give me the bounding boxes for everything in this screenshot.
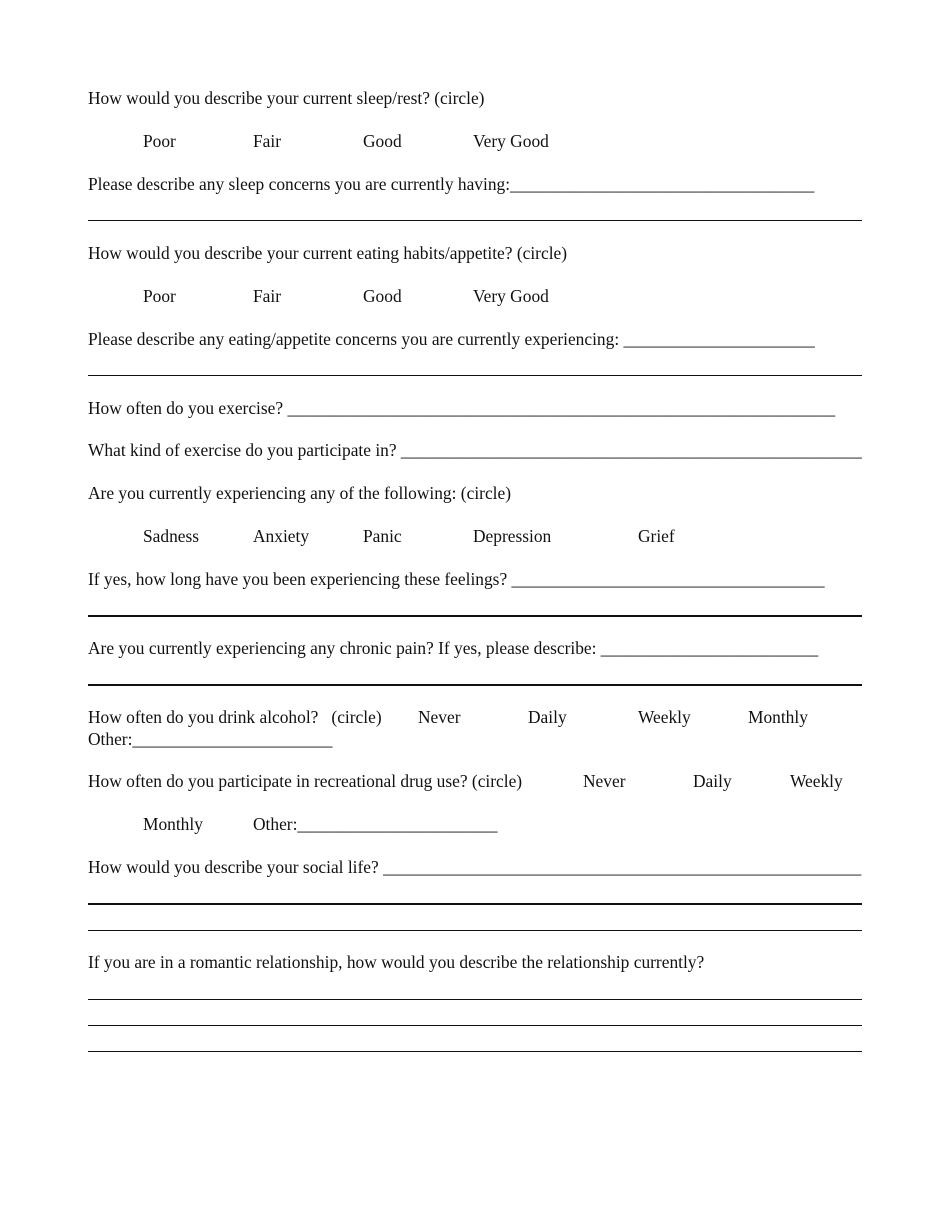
relationship-question: If you are in a romantic relationship, how would you describe the relationship currently? <box>88 952 705 972</box>
eating-option-good[interactable]: Good <box>363 286 402 306</box>
alcohol-option-monthly[interactable]: Monthly <box>748 707 808 727</box>
drug-use-option-monthly[interactable]: Monthly <box>143 814 203 834</box>
eating-option-fair[interactable]: Fair <box>253 286 282 306</box>
eating-concerns-line[interactable] <box>88 375 862 376</box>
sleep-option-very-good[interactable]: Very Good <box>473 131 549 151</box>
drug-use-option-never[interactable]: Never <box>583 771 626 791</box>
alcohol-option-weekly[interactable]: Weekly <box>638 707 691 727</box>
relationship-line-2[interactable] <box>88 1025 862 1026</box>
eating-option-very-good[interactable]: Very Good <box>473 286 549 306</box>
eating-concerns-field[interactable]: Please describe any eating/appetite concerns you are currently experiencing: ______________________ <box>88 329 815 349</box>
drug-use-other-field[interactable]: Other:_______________________ <box>253 814 498 834</box>
alcohol-other-field[interactable]: Other:_______________________ <box>88 729 333 749</box>
social-life-line-1[interactable] <box>88 903 862 905</box>
sleep-option-good[interactable]: Good <box>363 131 402 151</box>
chronic-pain-line[interactable] <box>88 684 862 686</box>
drug-use-question: How often do you participate in recreational drug use? (circle) <box>88 771 523 791</box>
eating-option-poor[interactable]: Poor <box>143 286 176 306</box>
feelings-option-depression[interactable]: Depression <box>473 526 552 546</box>
drug-use-option-weekly[interactable]: Weekly <box>790 771 843 791</box>
feelings-option-grief[interactable]: Grief <box>638 526 675 546</box>
alcohol-question: How often do you drink alcohol? (circle) <box>88 707 382 727</box>
feelings-duration-line[interactable] <box>88 615 862 617</box>
sleep-option-poor[interactable]: Poor <box>143 131 176 151</box>
relationship-line-1[interactable] <box>88 999 862 1000</box>
relationship-line-3[interactable] <box>88 1051 862 1052</box>
feelings-duration-field[interactable]: If yes, how long have you been experiencing these feelings? ____________________________________ <box>88 569 825 589</box>
social-life-field[interactable]: How would you describe your social life? _______________________________________________________ <box>88 857 862 877</box>
sleep-question: How would you describe your current sleep/rest? (circle) <box>88 88 485 108</box>
feelings-question: Are you currently experiencing any of the following: (circle) <box>88 483 512 503</box>
sleep-option-fair[interactable]: Fair <box>253 131 282 151</box>
feelings-option-sadness[interactable]: Sadness <box>143 526 200 546</box>
alcohol-option-daily[interactable]: Daily <box>528 707 567 727</box>
feelings-option-anxiety[interactable]: Anxiety <box>253 526 310 546</box>
eating-question: How would you describe your current eating habits/appetite? (circle) <box>88 243 568 263</box>
drug-use-option-daily[interactable]: Daily <box>693 771 732 791</box>
exercise-frequency-field[interactable]: How often do you exercise? _______________________________________________________________ <box>88 398 836 418</box>
alcohol-option-never[interactable]: Never <box>418 707 461 727</box>
sleep-concerns-field[interactable]: Please describe any sleep concerns you are currently having:___________________________________ <box>88 174 815 194</box>
exercise-kind-field[interactable]: What kind of exercise do you participate in? _____________________________________________________ <box>88 440 862 460</box>
chronic-pain-field[interactable]: Are you currently experiencing any chronic pain? If yes, please describe: _________________________ <box>88 638 819 658</box>
social-life-line-2[interactable] <box>88 930 862 931</box>
sleep-concerns-line[interactable] <box>88 220 862 221</box>
feelings-option-panic[interactable]: Panic <box>363 526 402 546</box>
